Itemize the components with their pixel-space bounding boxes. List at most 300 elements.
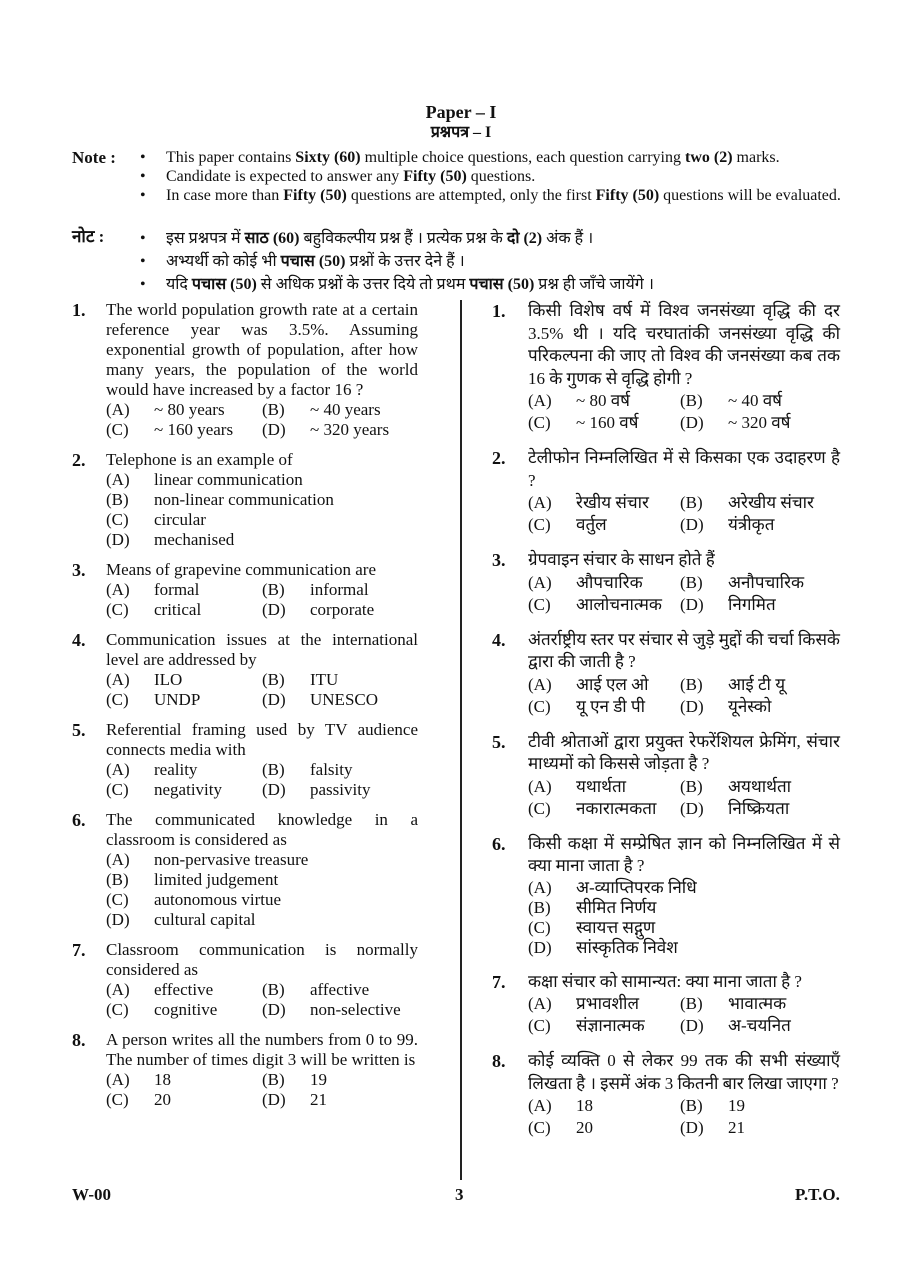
option-label: (C): [106, 1000, 129, 1019]
option-label: (C): [528, 594, 551, 614]
option: [528, 798, 680, 820]
question-number: 6.: [72, 810, 86, 830]
note-text: इस प्रश्नपत्र में: [166, 230, 245, 247]
note-emphasis: two (2): [684, 149, 733, 166]
page-number: 3: [455, 1185, 464, 1204]
option: [106, 670, 262, 690]
question-number: 5.: [72, 720, 86, 740]
note-emphasis: Sixty (60): [295, 149, 361, 166]
option: [528, 918, 840, 938]
option-text: 21: [728, 1118, 745, 1137]
option: [528, 514, 680, 536]
option: [680, 1015, 840, 1037]
option-text: affective: [310, 980, 370, 999]
note-emphasis: Fifty (50): [595, 187, 660, 204]
option-label: (B): [262, 580, 285, 599]
option: [106, 910, 418, 930]
option: [680, 1095, 840, 1117]
option: [106, 420, 262, 440]
question-1: [492, 300, 840, 434]
question-6: [492, 833, 840, 958]
question-text: टेलीफोन निम्नलिखित में से किसका एक उदाहरण है ?: [528, 448, 840, 490]
option: [680, 572, 840, 594]
option: [528, 1015, 680, 1037]
question-number: 4.: [72, 630, 86, 650]
option-label: (C): [106, 690, 129, 709]
option: [262, 980, 418, 1000]
note-emphasis: पचास (50): [191, 276, 257, 293]
option-text: 20: [576, 1118, 593, 1137]
note-item: [72, 273, 862, 296]
option: [528, 572, 680, 594]
note-text: questions will be evaluated.: [659, 187, 841, 204]
question-6: [72, 810, 418, 930]
notes-hi: [72, 227, 862, 296]
notes-en: [72, 148, 862, 205]
option-text: non-selective: [310, 1000, 401, 1019]
question-7: [72, 940, 418, 1020]
question-text: कोई व्यक्ति 0 से लेकर 99 तक की सभी संख्याएँ लिखता है । इसमें अंक 3 कितनी बार लिखा जाएगा ?: [528, 1051, 840, 1093]
option-text: ~ 160 years: [154, 420, 234, 439]
option: [106, 600, 262, 620]
question-number: 3.: [72, 560, 86, 580]
note-text: questions are attempted, only the first: [346, 187, 596, 204]
option-label: (A): [106, 580, 130, 599]
question-text: टीवी श्रोताओं द्वारा प्रयुक्त रेफरेंशियल फ्रेमिंग, संचार माध्यमों को किससे जोड़ता है ?: [528, 731, 840, 773]
option-label: (C): [106, 600, 129, 619]
note-emphasis: पचास (50): [280, 253, 346, 270]
option-text: रेखीय संचार: [576, 493, 650, 512]
note-item: [72, 250, 862, 273]
question-text: अंतर्राष्ट्रीय स्तर पर संचार से जुड़े मुद्दों की चर्चा किसके द्वारा की जाती है ?: [528, 629, 840, 671]
note-item: [72, 227, 862, 250]
option-label: (A): [528, 994, 552, 1013]
option: [528, 412, 680, 434]
options: [106, 670, 418, 710]
question-4: [72, 630, 418, 710]
option-label: (C): [528, 1118, 551, 1137]
option-label: (B): [262, 760, 285, 779]
option-text: निष्क्रियता: [728, 798, 790, 818]
option: [528, 878, 840, 898]
option-text: circular: [154, 510, 206, 529]
option-label: (B): [262, 1070, 285, 1089]
option-text: corporate: [310, 600, 375, 619]
question-5: [492, 731, 840, 820]
option: [106, 510, 418, 530]
option-text: स्वायत्त सद्गुण: [576, 917, 656, 937]
option: [680, 492, 840, 514]
option-text: 18: [576, 1096, 593, 1115]
option-text: औपचारिक: [576, 572, 643, 592]
option-label: (A): [528, 776, 552, 796]
option-text: cultural capital: [154, 910, 256, 929]
option-text: सांस्कृतिक निवेश: [576, 937, 678, 957]
question-number: 3.: [492, 550, 506, 570]
options: [106, 580, 418, 620]
note-text: से अधिक प्रश्नों के उत्तर दिये तो प्रथम: [256, 276, 470, 293]
option: [262, 400, 418, 420]
question-text: A person writes all the numbers from 0 to 99. The number of times digit 3 will be written is: [106, 1030, 418, 1069]
question-1: [72, 300, 418, 440]
option: [106, 1070, 262, 1090]
question-number: 5.: [492, 731, 506, 752]
question-5: [72, 720, 418, 800]
option-label: (A): [528, 572, 552, 592]
options: [106, 760, 418, 800]
option-text: ~ 40 years: [310, 400, 381, 419]
note-emphasis: Fifty (50): [283, 187, 347, 204]
note-text: अभ्यर्थी को कोई भी: [166, 253, 281, 270]
note-text: यदि: [166, 276, 192, 293]
option-label: (D): [528, 937, 552, 957]
note-text: In case more than: [166, 187, 284, 204]
option-label: (B): [106, 870, 129, 889]
option-label: (B): [262, 670, 285, 689]
question-3: [72, 560, 418, 620]
option-label: (C): [106, 420, 129, 439]
option-text: effective: [154, 980, 214, 999]
option-text: non-linear communication: [154, 490, 334, 509]
option-text: आलोचनात्मक: [576, 594, 662, 614]
option-text: ~ 80 years: [154, 400, 225, 419]
note-text: marks.: [732, 149, 780, 166]
option-text: यूनेस्को: [728, 696, 772, 716]
question-text: The world population growth rate at a certain reference year was 3.5%. Assuming exponential growth of population, after how many years, the population of the world would have increased by a factor 16 ?: [106, 300, 418, 399]
option-label: (C): [106, 510, 129, 529]
option-label: (D): [680, 413, 704, 432]
question-4: [492, 629, 840, 718]
option-text: falsity: [310, 760, 353, 779]
note-text: Candidate is expected to answer any: [166, 168, 404, 185]
option-label: (D): [106, 910, 130, 929]
option-label: (A): [528, 1096, 552, 1115]
option: [106, 1090, 262, 1110]
options: [106, 850, 418, 930]
option: [528, 390, 680, 412]
option-label: (C): [528, 413, 551, 432]
option: [106, 490, 418, 510]
question-text: Referential framing used by TV audience connects media with: [106, 720, 418, 759]
note-emphasis: पचास (50): [469, 276, 535, 293]
options: [106, 1070, 418, 1110]
question-text: Communication issues at the international level are addressed by: [106, 630, 418, 669]
option: [680, 776, 840, 798]
option-label: (A): [528, 493, 552, 512]
question-number: 7.: [72, 940, 86, 960]
option: [106, 780, 262, 800]
note-item: [72, 167, 862, 186]
note-text: This paper contains: [166, 149, 296, 166]
option: [106, 690, 262, 710]
option-text: आई एल ओ: [576, 674, 649, 694]
option-text: ~ 40 वर्ष: [728, 391, 782, 410]
option-text: ~ 320 वर्ष: [728, 413, 791, 432]
footer-code: W-00: [72, 1185, 112, 1204]
options: [528, 572, 840, 616]
option: [106, 1000, 262, 1020]
option-label: (A): [528, 391, 552, 410]
option: [106, 760, 262, 780]
question-text: Telephone is an example of: [106, 450, 293, 469]
question-number: 8.: [492, 1051, 506, 1071]
options: [106, 400, 418, 440]
note-item: [72, 186, 862, 205]
option-text: UNDP: [154, 690, 201, 709]
options: [528, 878, 840, 958]
note-emphasis: साठ (60): [244, 230, 300, 247]
option-label: (C): [528, 1016, 551, 1035]
options: [528, 674, 840, 718]
column-divider: [460, 300, 462, 1180]
options: [528, 492, 840, 536]
question-text: The communicated knowledge in a classroom is considered as: [106, 810, 418, 849]
note-text: बहुविकल्पीय प्रश्न हैं । प्रत्येक प्रश्न के: [299, 230, 507, 247]
note-text: अंक हैं ।: [542, 230, 594, 247]
option-label: (B): [528, 897, 551, 917]
option: [680, 390, 840, 412]
option-label: (B): [680, 1096, 703, 1115]
option-label: (D): [680, 594, 704, 614]
option-text: संज्ञानात्मक: [576, 1016, 645, 1035]
question-8: [72, 1030, 418, 1110]
note-text: प्रश्नों के उत्तर देने हैं ।: [345, 253, 465, 270]
option: [262, 690, 418, 710]
option-label: (A): [528, 674, 552, 694]
question-text: किसी कक्षा में सम्प्रेषित ज्ञान को निम्नलिखित में से क्या माना जाता है ?: [528, 833, 840, 875]
option-text: 19: [728, 1096, 745, 1115]
option: [528, 1095, 680, 1117]
option-text: formal: [154, 580, 200, 599]
option-text: linear communication: [154, 470, 303, 489]
note-emphasis: दो (2): [506, 230, 543, 247]
option: [528, 898, 840, 918]
option-text: UNESCO: [310, 690, 379, 709]
option-label: (D): [106, 530, 130, 549]
option-text: वर्तुल: [576, 515, 607, 534]
option-text: निगमित: [728, 594, 776, 614]
question-text: किसी विशेष वर्ष में विश्व जनसंख्या वृद्धि की दर 3.5% थी । यदि चरघातांकी जनसंख्या वृद्धि की परिकल्पना की जाए तो विश्व की जनसंख्या कब तक 16 के गुणक से वृद्धि होगी ?: [528, 301, 840, 388]
option: [106, 890, 418, 910]
option-label: (D): [680, 1118, 704, 1137]
option-text: अरेखीय संचार: [728, 493, 815, 512]
option-label: (A): [106, 760, 130, 779]
option-label: (D): [680, 515, 704, 534]
note-label-en: Note :: [72, 148, 116, 167]
option-text: non-pervasive treasure: [154, 850, 309, 869]
option-text: ~ 160 वर्ष: [576, 413, 639, 432]
option-label: (B): [680, 674, 703, 694]
option: [262, 670, 418, 690]
option-label: (A): [106, 850, 130, 869]
option: [262, 420, 418, 440]
option-label: (C): [528, 917, 551, 937]
option-label: (D): [262, 690, 286, 709]
option-text: 21: [310, 1090, 327, 1109]
paper-title-en: Paper – I: [425, 102, 497, 122]
option-text: यंत्रीकृत: [728, 515, 775, 534]
option-text: autonomous virtue: [154, 890, 282, 909]
hindi-column: [492, 300, 840, 1139]
option: [262, 1070, 418, 1090]
option: [106, 470, 418, 490]
option: [106, 400, 262, 420]
question-text: Classroom communication is normally considered as: [106, 940, 418, 979]
option-label: (C): [106, 780, 129, 799]
note-text: questions.: [466, 168, 536, 185]
option-text: mechanised: [154, 530, 235, 549]
option: [528, 776, 680, 798]
options: [528, 776, 840, 820]
options: [528, 390, 840, 434]
option-label: (B): [106, 490, 129, 509]
option: [262, 1090, 418, 1110]
option: [680, 412, 840, 434]
option-text: सीमित निर्णय: [576, 897, 657, 917]
option: [680, 594, 840, 616]
option: [106, 580, 262, 600]
question-text: ग्रेपवाइन संचार के साधन होते हैं: [528, 550, 715, 569]
option: [680, 674, 840, 696]
option: [680, 514, 840, 536]
option-text: ~ 80 वर्ष: [576, 391, 630, 410]
question-3: [492, 549, 840, 616]
option-label: (B): [262, 980, 285, 999]
option-label: (B): [680, 994, 703, 1013]
option-text: प्रभावशील: [576, 994, 639, 1013]
option-text: limited judgement: [154, 870, 279, 889]
options: [106, 470, 418, 550]
option-text: अनौपचारिक: [728, 572, 805, 592]
option-text: critical: [154, 600, 202, 619]
option-label: (B): [680, 776, 703, 796]
option: [528, 1117, 680, 1139]
option-label: (B): [680, 493, 703, 512]
options: [528, 1095, 840, 1139]
option-text: 18: [154, 1070, 171, 1089]
option: [680, 696, 840, 718]
option: [262, 600, 418, 620]
question-number: 2.: [72, 450, 86, 470]
question-number: 4.: [492, 629, 506, 650]
option-label: (D): [262, 780, 286, 799]
option-text: cognitive: [154, 1000, 218, 1019]
option-label: (A): [106, 1070, 130, 1089]
question-number: 2.: [492, 448, 506, 468]
option-label: (A): [106, 400, 130, 419]
question-number: 7.: [492, 971, 506, 992]
option-text: ITU: [310, 670, 339, 689]
option: [528, 492, 680, 514]
option: [528, 993, 680, 1015]
option-text: ILO: [154, 670, 183, 689]
question-2: [492, 447, 840, 536]
question-number: 1.: [72, 300, 86, 320]
option-label: (C): [106, 890, 129, 909]
option: [680, 798, 840, 820]
option-label: (B): [262, 400, 285, 419]
option-label: (A): [106, 980, 130, 999]
option-text: passivity: [310, 780, 371, 799]
option: [262, 1000, 418, 1020]
option: [262, 780, 418, 800]
option-text: negativity: [154, 780, 222, 799]
option-label: (C): [106, 1090, 129, 1109]
option-label: (C): [528, 798, 551, 818]
option: [680, 1117, 840, 1139]
option-text: अ-चयनित: [728, 1016, 791, 1035]
option: [528, 594, 680, 616]
option-text: भावात्मक: [728, 994, 787, 1013]
option-text: अ-व्याप्तिपरक निधि: [576, 877, 697, 897]
option: [528, 938, 840, 958]
option: [106, 980, 262, 1000]
question-number: 6.: [492, 833, 506, 854]
option-label: (A): [528, 877, 552, 897]
option-text: reality: [154, 760, 198, 779]
question-2: [72, 450, 418, 550]
question-number: 1.: [492, 301, 506, 321]
option-label: (A): [106, 670, 130, 689]
option: [106, 530, 418, 550]
question-text: कक्षा संचार को सामान्यत: क्या माना जाता है ?: [528, 971, 802, 991]
option: [106, 850, 418, 870]
option: [262, 580, 418, 600]
option-text: आई टी यू: [728, 674, 786, 694]
option-text: नकारात्मकता: [576, 798, 657, 818]
option: [680, 993, 840, 1015]
english-column: [72, 300, 418, 1110]
note-label-hi: नोट :: [72, 227, 105, 246]
footer-pto: P.T.O.: [795, 1185, 840, 1204]
option-label: (D): [680, 798, 704, 818]
option-label: (D): [262, 600, 286, 619]
option-label: (B): [680, 391, 703, 410]
option-label: (B): [680, 572, 703, 592]
options: [106, 980, 418, 1020]
note-emphasis: Fifty (50): [403, 168, 467, 185]
option-label: (D): [262, 1000, 286, 1019]
option-text: informal: [310, 580, 369, 599]
option-text: अयथार्थता: [728, 776, 792, 796]
option-label: (D): [680, 696, 704, 716]
note-item: [72, 148, 862, 167]
option-label: (C): [528, 515, 551, 534]
option-text: 19: [310, 1070, 327, 1089]
option: [262, 760, 418, 780]
option-text: ~ 320 years: [310, 420, 390, 439]
note-text: multiple choice questions, each question carrying: [360, 149, 685, 166]
option-label: (D): [680, 1016, 704, 1035]
option-label: (C): [528, 696, 551, 716]
option: [528, 696, 680, 718]
option-label: (D): [262, 420, 286, 439]
option-label: (D): [262, 1090, 286, 1109]
question-text: Means of grapevine communication are: [106, 560, 377, 579]
question-7: [492, 971, 840, 1038]
question-8: [492, 1050, 840, 1139]
option: [106, 870, 418, 890]
option-label: (A): [106, 470, 130, 489]
options: [528, 993, 840, 1037]
question-number: 8.: [72, 1030, 86, 1050]
option: [528, 674, 680, 696]
option-text: यथार्थता: [576, 776, 627, 796]
option-text: यू एन डी पी: [576, 696, 646, 716]
option-text: 20: [154, 1090, 171, 1109]
note-text: प्रश्न ही जाँचे जायेंगे ।: [534, 276, 654, 293]
paper-title-hi: प्रश्नपत्र – I: [430, 124, 492, 141]
